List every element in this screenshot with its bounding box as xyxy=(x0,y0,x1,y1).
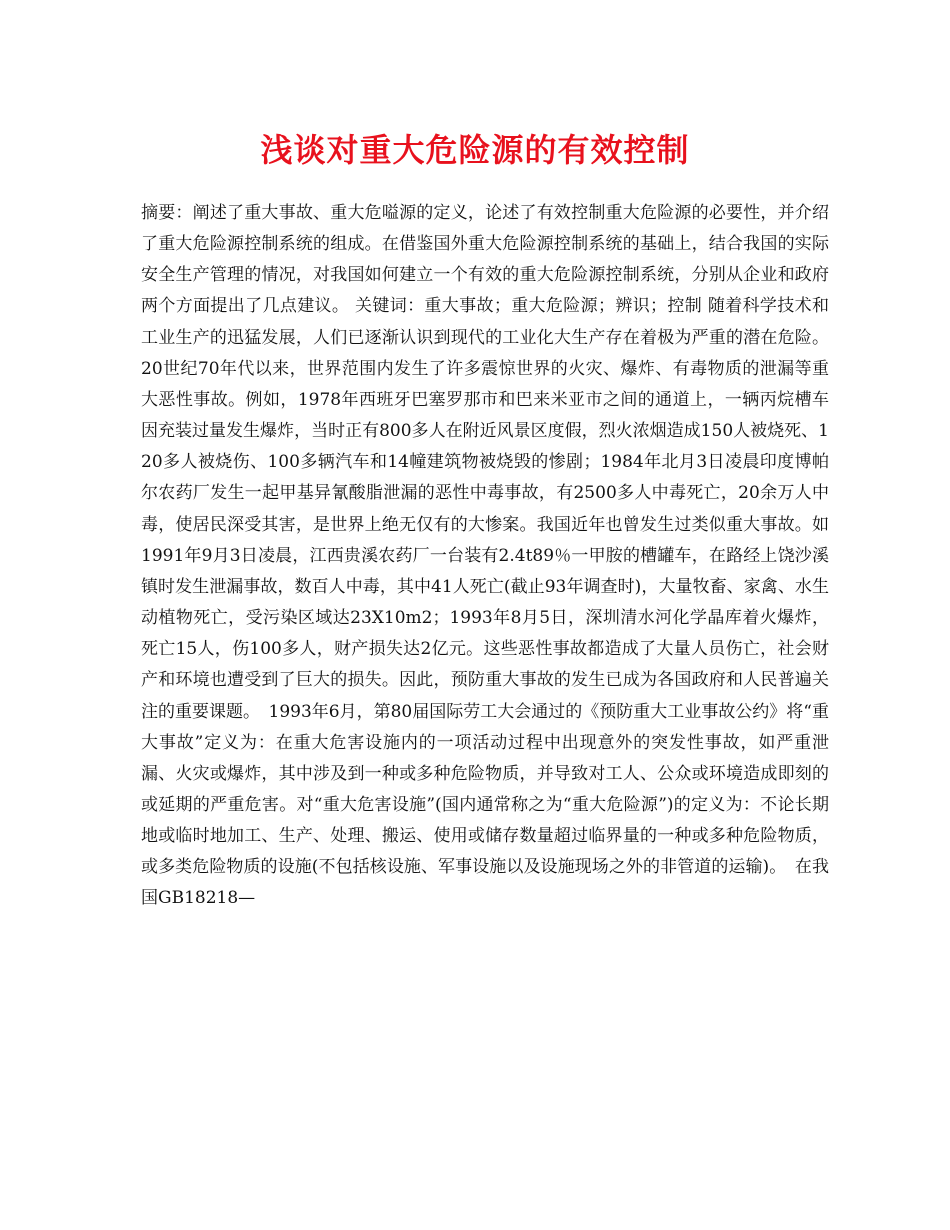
document-title: 浅谈对重大危险源的有效控制 xyxy=(260,131,690,169)
document-body: 摘要：阐述了重大事故、重大危嗌源的定义，论述了有效控制重大危险源的必要性，并介绍了重大危险源控制系统的组成。在借鉴国外重大危险源控制系统的基础上，结合我国的实际安全生产管理的情况，对我国如何建立一个有效的重大危险源控制系统，分别从企业和政府两个方面提出了几点建议。 关键词：重大事故；重大危险源；辨识；控制 随着科学技术和工业生产的迅猛发展，人们已逐渐认识到现代的工业化大生产存在着极为严重的潜在危险。20世纪70年代以来，世界范围内发生了许多震惊世界的火灾、爆炸、有毒物质的泄漏等重大恶性事故。例如，1978年西班牙巴塞罗那市和巴来米亚市之间的通道上，一辆丙烷槽车因充装过量发生爆炸，当时正有800多人在附近风景区度假，烈火浓烟造成150人被烧死、120多人被烧伤、100多辆汽车和14幢建筑物被烧毁的惨剧；1984年北月3日凌晨印度博帕尔农药厂发生一起甲基异氰酸脂泄漏的恶性中毒事故，有2500多人中毒死亡，20余万人中毒，使居民深受其害，是世界上绝无仅有的大惨案。我国近年也曾发生过类似重大事故。如1991年9月3日凌晨，江西贵溪农药厂一台装有2.4t89％一甲胺的槽罐车，在路经上饶沙溪镇时发生泄漏事故，数百人中毒，其中41人死亡(截止93年调查时)，大量牧畜、家禽、水生动植物死亡，受污染区域达23X10m2；1993年8月5日，深圳清水河化学晶库着火爆炸，死亡15人，伤100多人，财产损失达2亿元。这些恶性事故都造成了大量人员伤亡，社会财产和环境也遭受到了巨大的损失。因此，预防重大事故的发生已成为各国政府和人民普遍关注的重要课题。 1993年6月，第80届国际劳工大会通过的《预防重大工业事故公约》将“重大事故”定义为：在重大危害设施内的一项活动过程中出现意外的突发性事故，如严重泄漏、火灾或爆炸，其中涉及到一种或多种危险物质，并导致对工人、公众或环境造成即刻的或延期的严重危害。对“重大危害设施”(国内通常称之为“重大危险源”)的定义为：不论长期地或临时地加工、生产、处理、搬运、使用或储存数量超过临界量的一种或多种危险物质，或多类危险物质的设施(不包括核设施、军事设施以及设施现场之外的非管道的运输)。 在我国GB18218— xyxy=(141,203,829,909)
